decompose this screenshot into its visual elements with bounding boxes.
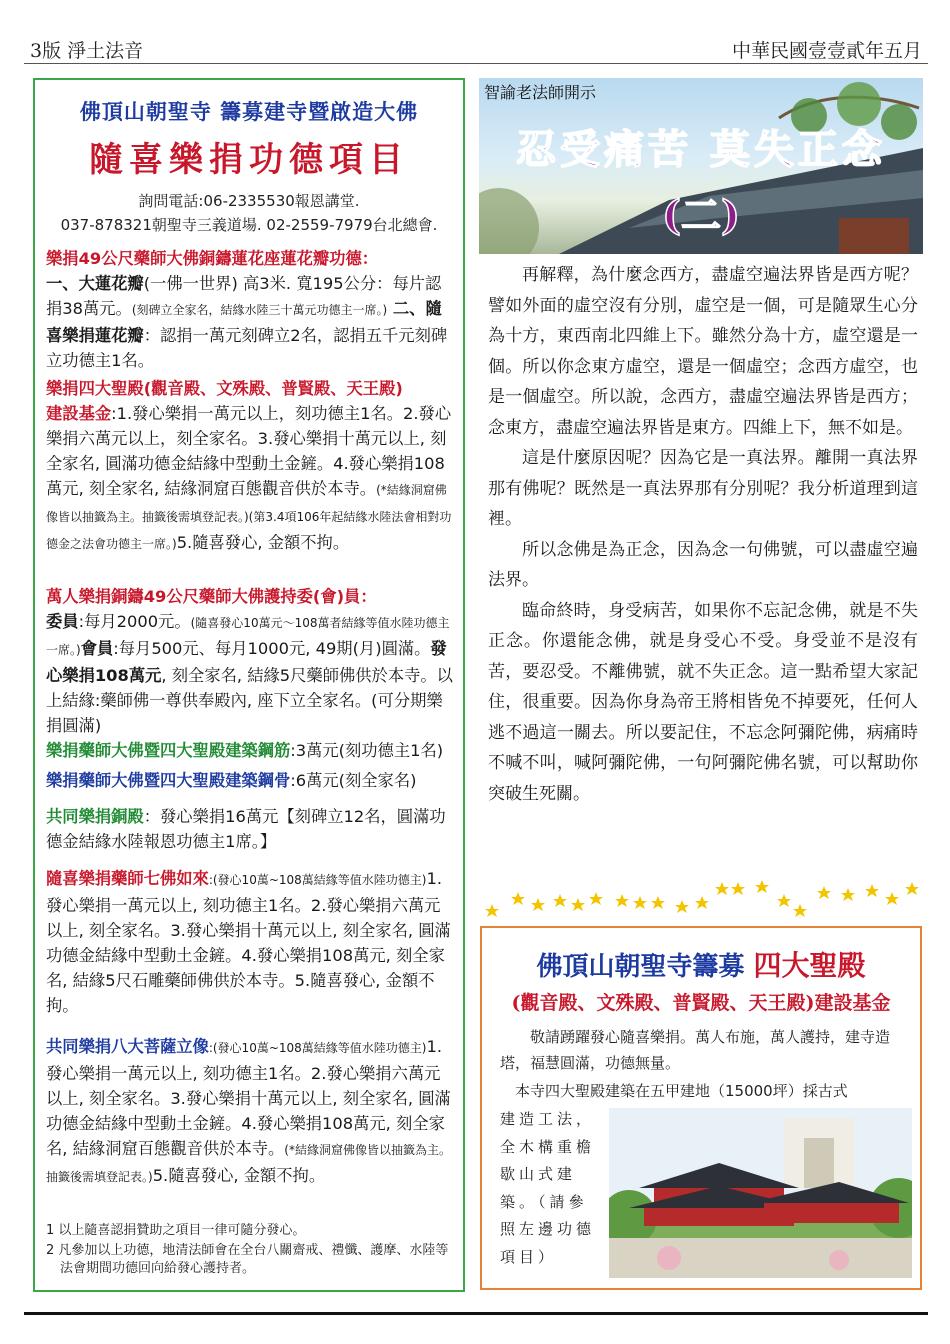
donation-item-lotus: 樂捐49公尺藥師大佛銅鑄蓮花座蓮花瓣功德： 一、大蓮花瓣(一佛一世界) 高3米. 寬195公分：每片認捐38萬元。(刻碑立全家名，結緣水陸三十萬元功德主一席。) 二、隨喜樂捐蓮花瓣：認捐一萬元刻碑立2名，認捐五千元刻碑立功德主1名。: [46, 249, 448, 370]
donation-main-title: 隨喜樂捐功德項目: [89, 140, 409, 180]
temple-photo: [609, 1108, 912, 1278]
donation-item-bronze-hall: 共同樂捐銅殿：發心樂捐16萬元【刻碑立12名，圓滿功德金結緣水陸報恩功德主1席。】: [46, 807, 446, 851]
article-paragraph: 所以念佛是為正念，因為念一句佛號，可以盡虛空遍法界。: [488, 539, 918, 590]
donation-item-rebar: 樂捐藥師大佛暨四大聖殿建築鋼筋:3萬元(刻功德主1名): [46, 741, 444, 760]
issue-date: 中華民國壹壹貳年五月: [731, 40, 922, 62]
four-halls-construction: 建造工法，全木構重檐歇山式建築。（請參照左邊功德項目）: [500, 1110, 596, 1266]
four-halls-title: 佛頂山朝聖寺籌募 四大聖殿: [536, 949, 866, 982]
header-divider: [24, 63, 928, 64]
donation-item-seven-buddhas: 隨喜樂捐藥師七佛如來:(發心10萬~108萬結緣等值水陸功德主)1.發心樂捐一萬元以上, 刻功德主1名。2.發心樂捐六萬元以上, 刻全家名。3.發心樂捐十萬元以上, 刻全家名, 圓滿功德金結緣中型動土金鏟。4.發心樂捐108萬元, 刻全家名, 結緣5尺石雕藥師佛供於本寺。5.隨喜發心, 金額不拘。: [46, 869, 451, 1015]
article-paragraph: 再解釋，為什麼念西方，盡虛空遍法界皆是西方呢？譬如外面的虛空沒有分別，虛空是一個，可是隨眾生心分為十方，東西南北四維上下。雖然分為十方，虛空還是一個。所以你念東方虛空，還是一個虛空；念西方虛空，也是一個虛空。所以說，念西方，盡虛空遍法界皆是西方；念東方，盡虛空遍法界皆是東方。四維上下，無不如是。: [488, 265, 918, 438]
contact-phone-line1: 詢問電話:06-2335530報恩講堂.: [138, 192, 360, 210]
page-section-label: 3版 淨土法音: [30, 40, 144, 62]
star-decoration: [482, 874, 922, 918]
donation-item-four-halls: 樂捐四大聖殿(觀音殿、文殊殿、普賢殿、天王殿) 建設基金:1.發心樂捐一萬元以上，刻功德主1名。2.發心樂捐六萬元以上，刻全家名。3.發心樂捐十萬元以上, 刻全家名, 圓滿功德金結緣中型動土金鏟。4.發心樂捐108萬元, 刻全家名, 結緣洞窟百態觀音供於本寺。(*結緣洞窟佛像皆以抽籤為主。抽籤後需填登記表。)(第3.4項106年起結緣水陸法會相對功德金之法會功德主一席。)5.隨喜發心, 金額不拘。: [46, 379, 452, 552]
article-paragraph: 臨命終時，身受病苦，如果你不忘記念佛，就是不失正念。你還能念佛，就是身受心不受。身受並不是沒有苦，要忍受。不離佛號，就不失正念。這一點希望大家記住，很重要。因為你身為帝王將相皆免不掉要死，任何人逃不過這一關去。所以要記住，不忘念阿彌陀佛，病痛時不喊不叫，喊阿彌陀佛，一句阿彌陀佛名號，可以幫助你突破生死關。: [488, 600, 918, 804]
four-halls-subtitle: (觀音殿、文殊殿、普賢殿、天王殿)建設基金: [511, 992, 891, 1014]
donation-item-steel: 樂捐藥師大佛暨四大聖殿建築鋼骨:6萬元(刻全家名): [46, 771, 417, 790]
footer-divider: [24, 1312, 928, 1315]
article-byline: 智諭老法師開示: [484, 83, 597, 102]
article-part: (二): [662, 192, 740, 239]
donation-item-eight-bodhisattvas: 共同樂捐八大菩薩立像:(發心10萬~108萬結緣等值水陸功德主)1.發心樂捐一萬元以上, 刻功德主1名。2.發心樂捐六萬元以上, 刻全家名。3.發心樂捐十萬元以上, 刻全家名, 圓滿功德金結緣中型動土金鏟。4.發心樂捐108萬元, 刻全家名, 結緣洞窟百態觀音供於本寺。(*結緣洞窟佛像皆以抽籤為主。抽籤後需填登記表。)5.隨喜發心, 金額不拘。: [46, 1037, 451, 1185]
article-title: 忍受痛苦 莫失正念: [516, 126, 886, 173]
four-halls-site: 本寺四大聖殿建築在五甲建地（15000坪）採古式: [515, 1082, 848, 1100]
article-body: [488, 260, 918, 809]
donation-note-2: 2 凡參加以上功德，地清法師會在全台八關齋戒、禮懺、護摩、水陸等法會期間功德回向給發心護持者。: [46, 1243, 449, 1276]
donation-note-1: 1 以上隨喜認捐贊助之項目一律可隨分發心。: [46, 1223, 306, 1238]
article-paragraph: 這是什麼原因呢？因為它是一真法界。離開一真法界那有佛呢？既然是一真法界那有分別呢？我分析道理到這裡。: [488, 448, 918, 529]
donation-item-committee: 萬人樂捐銅鑄49公尺藥師大佛護持委(會)員： 委員:每月2000元。(隨喜發心10萬元～108萬者結緣等值水陸功德主一席。)會員:每月500元、每月1000元, 49期(月)圓滿。發心樂捐108萬元, 刻全家名, 結緣5尺藥師佛供於本寺。以上結緣:藥師佛一尊供奉殿內, 座下立全家名。(可分期樂捐圓滿): [46, 587, 453, 735]
four-halls-intro: 敬請踴躍發心隨喜樂捐。萬人布施，萬人護持，建寺造塔，福慧圓滿，功德無量。: [500, 1028, 891, 1072]
contact-phone-line2: 037-878321朝聖寺三義道場. 02-2559-7979台北總會.: [60, 216, 438, 234]
donation-title: 佛頂山朝聖寺 籌募建寺暨啟造大佛: [79, 99, 419, 124]
